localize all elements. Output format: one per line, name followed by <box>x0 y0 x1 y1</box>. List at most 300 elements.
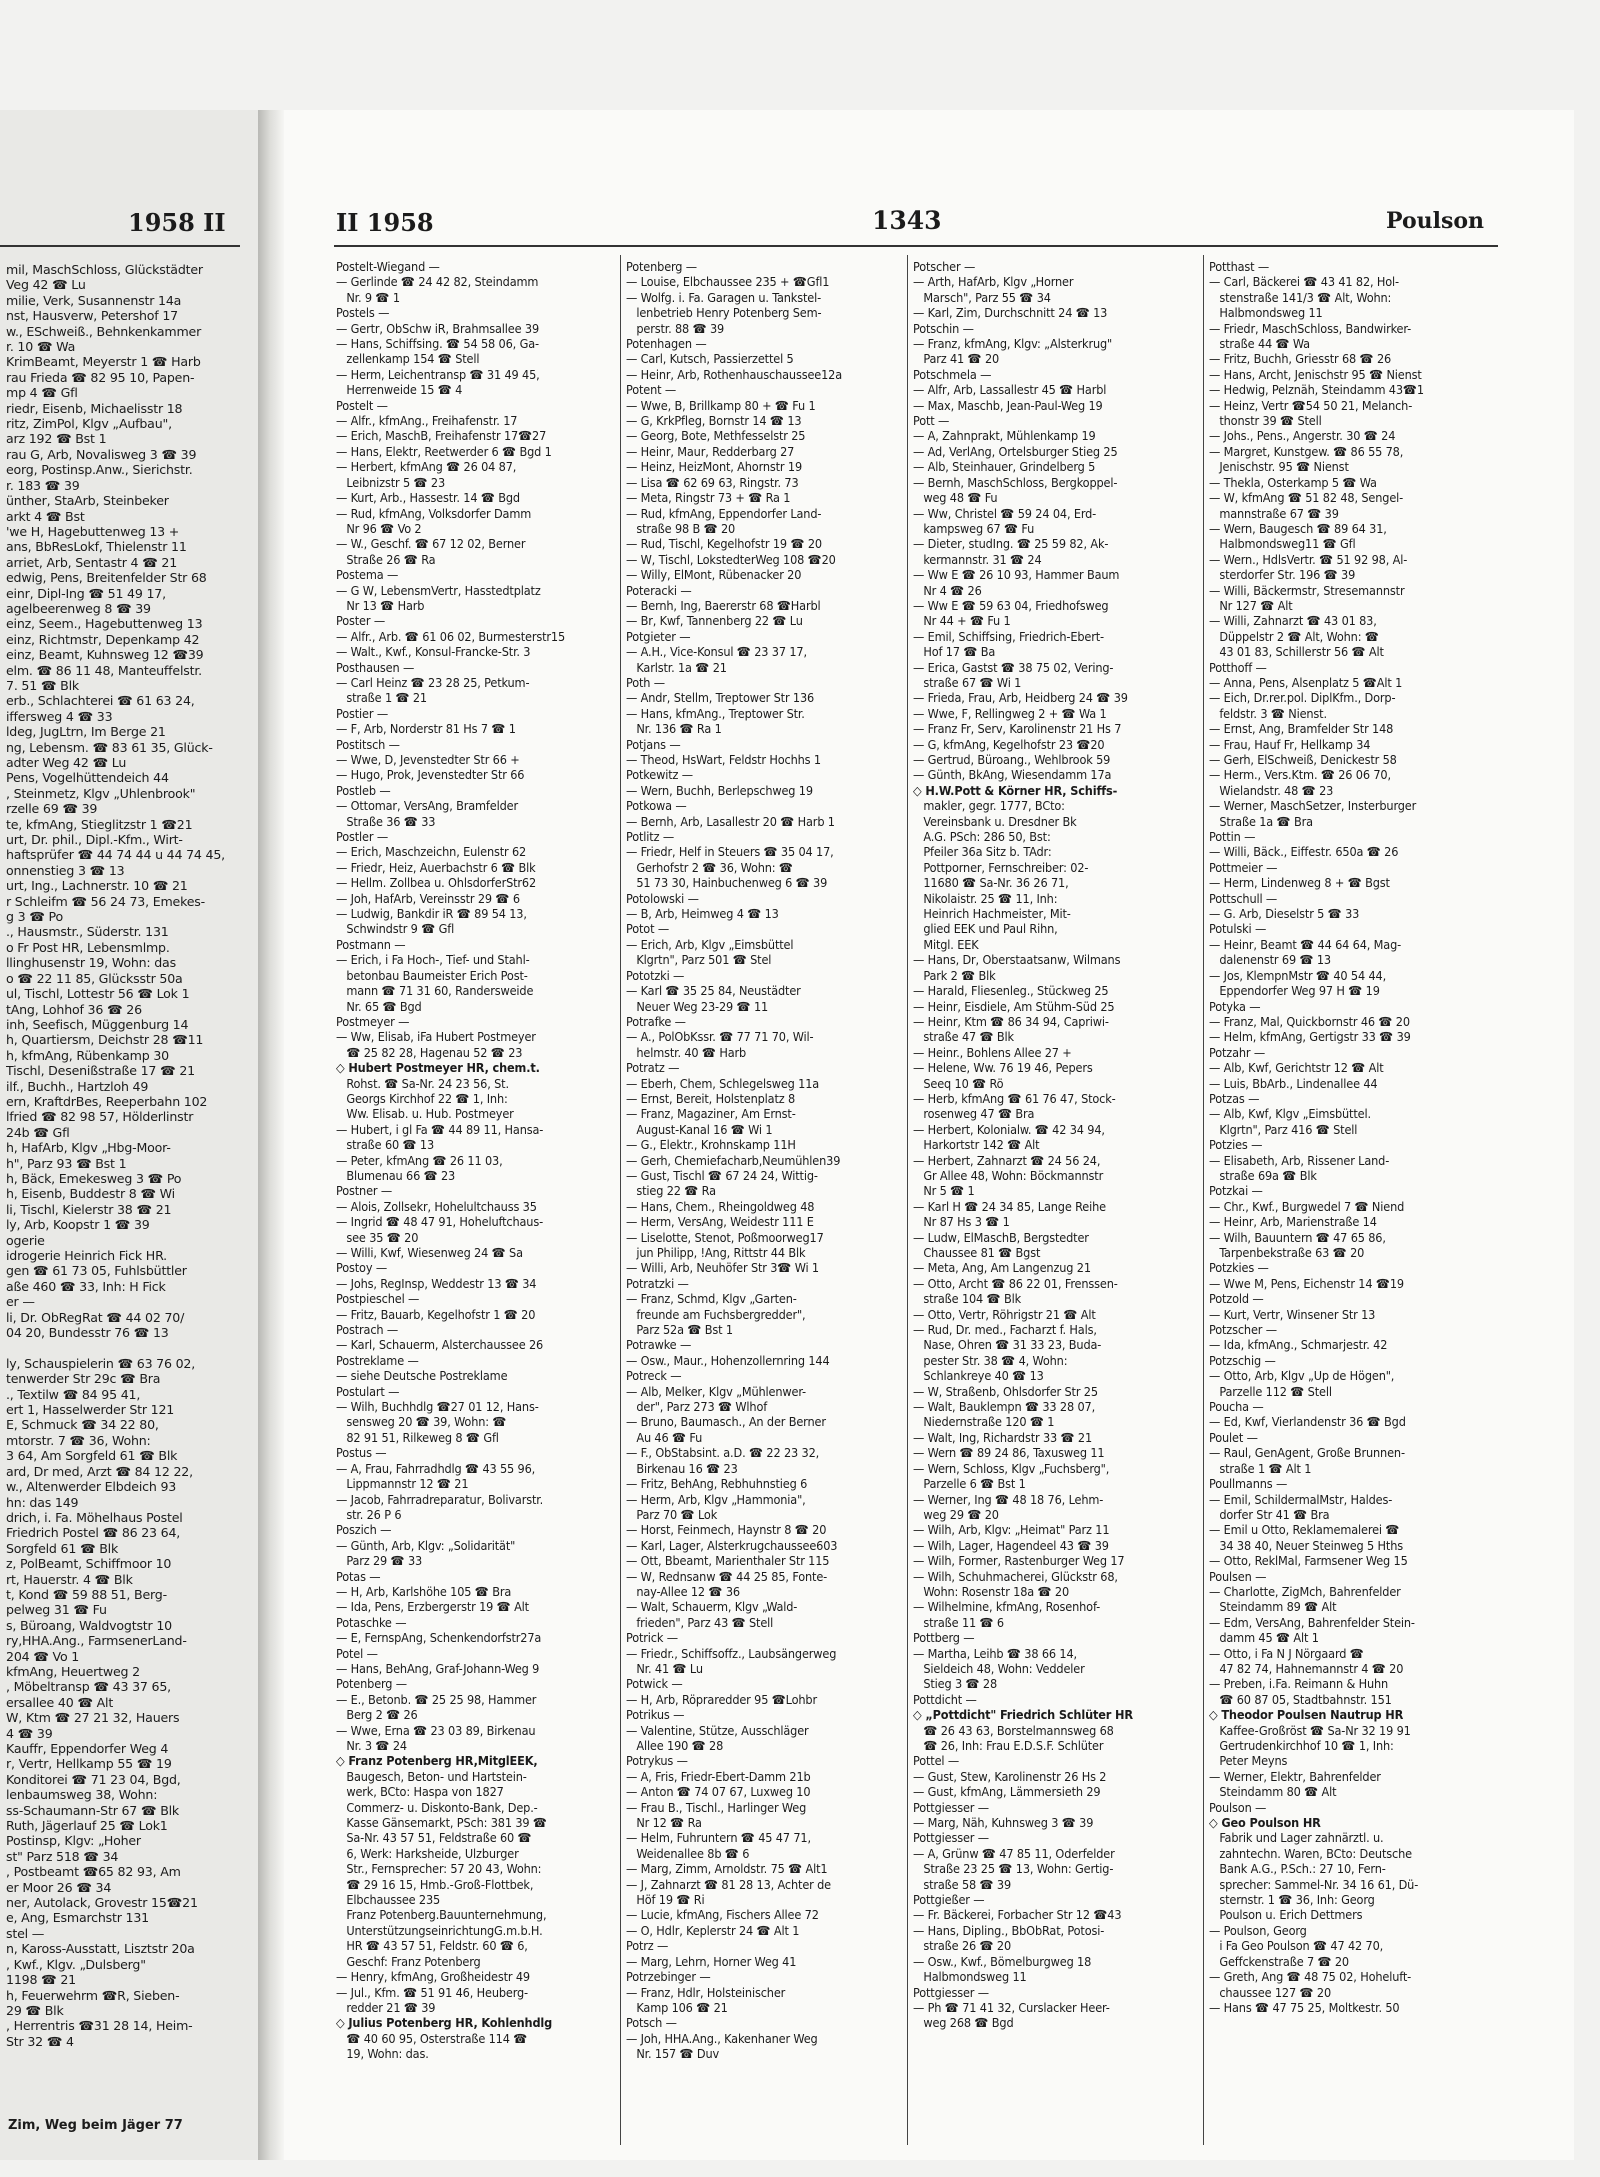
listing-line: — Anton ☎ 74 07 67, Luxweg 10 <box>626 1784 811 1800</box>
column-divider <box>1203 255 1204 2145</box>
listing-line: — Otto, i Fa N J Nörgaard ☎ <box>1209 1645 1364 1661</box>
listing-line: — A, Zahnprakt, Mühlenkamp 19 <box>913 428 1096 444</box>
listing-line: o ☎ 22 11 85, Glücksstr 50a <box>6 970 183 986</box>
listing-line: — Eberh, Chem, Schlegelsweg 11a <box>626 1075 820 1091</box>
listing-line: — Franz, Mal, Quickbornstr 46 ☎ 20 <box>1209 1013 1410 1029</box>
listing-line: — Wilh, Former, Rastenburger Weg 17 <box>913 1553 1125 1569</box>
listing-line: 204 ☎ Vo 1 <box>6 1648 80 1664</box>
listing-line: ☎ 25 82 28, Hagenau 52 ☎ 23 <box>336 1044 523 1060</box>
listing-line: — Franz, kfmAng, Klgv: „Alsterkrug" <box>913 336 1113 352</box>
listing-line: Düppelstr 2 ☎ Alt, Wohn: ☎ <box>1209 628 1379 644</box>
listing-line <box>6 1340 244 1355</box>
listing-line: freunde am Fuchsbergredder", <box>626 1306 806 1322</box>
listing-line: Klgrtn", Parz 416 ☎ Stell <box>1209 1121 1358 1137</box>
listing-line: — Walt, Schauerm, Klgv „Wald- <box>626 1599 798 1615</box>
listing-line: — Alb, Kwf, Klgv „Eimsbüttel. <box>1209 1106 1371 1122</box>
listing-line: jun Philipp, !Ang, Rittstr 44 Blk <box>626 1245 806 1260</box>
listing-line: Kaffee-Großröst ☎ Sa-Nr 32 19 91 <box>1209 1722 1411 1738</box>
listing-line: — Heinz, HeizMont, Ahornstr 19 <box>626 459 803 475</box>
surname-heading: Potzschig — <box>1209 1352 1276 1368</box>
listing-line: , Postbeamt ☎65 82 93, Am <box>6 1864 181 1880</box>
surname-heading: Potthoff — <box>1209 659 1267 675</box>
listing-line: — Hugo, Prok, Jevenstedter Str 66 <box>336 767 525 783</box>
surname-heading: Potenhagen — <box>626 336 707 352</box>
listing-line: aße 460 ☎ 33, Inh: H Fick <box>6 1278 166 1294</box>
listing-line: Sieldeich 48, Wohn: Veddeler <box>913 1660 1085 1676</box>
firm-entry-line: ◇ Theodor Poulsen Nautrup HR <box>1209 1707 1404 1723</box>
listing-line: — Herbert, Kolonialw. ☎ 42 34 94, <box>913 1121 1105 1137</box>
listing-line: — Erich, MaschB, Freihafenstr 17☎27 <box>336 428 547 444</box>
listing-line: — Frieda, Frau, Arb, Heidberg 24 ☎ 39 <box>913 690 1128 706</box>
listing-line: — Marg, Lehrn, Horner Weg 41 <box>626 1953 797 1969</box>
surname-heading: Pottgiesser — <box>913 1984 989 2000</box>
listing-line: straße 60 ☎ 13 <box>336 1137 435 1153</box>
listing-line: — Hedwig, Pelznäh, Steindamm 43☎1 <box>1209 382 1424 398</box>
listing-line: zahntechn. Waren, BCto: Deutsche <box>1209 1845 1412 1861</box>
listing-line: Straße 23 25 ☎ 13, Wohn: Gertig- <box>913 1861 1114 1877</box>
listing-line: — Chr., Kwf., Burgwedel 7 ☎ Niend <box>1209 1198 1405 1214</box>
listing-line: Niedernstraße 120 ☎ 1 <box>913 1414 1055 1430</box>
listing-line: — Louise, Elbchaussee 235 + ☎Gfl1 <box>626 274 830 290</box>
listing-line: erb., Schlachterei ☎ 61 63 24, <box>6 693 195 709</box>
listing-line: — Ww E ☎ 26 10 93, Hammer Baum <box>913 567 1120 583</box>
listing-line: mann ☎ 71 31 60, Randersweide <box>336 983 534 999</box>
listing-line: — Rud, kfmAng, Volksdorfer Damm <box>336 505 532 521</box>
listing-line: , Möbeltransp ☎ 43 37 65, <box>6 1679 171 1695</box>
surname-heading: Potlitz — <box>626 829 675 845</box>
listing-line: rzelle 69 ☎ 39 <box>6 801 98 817</box>
listing-line: dalenenstr 69 ☎ 13 <box>1209 952 1331 968</box>
listing-line: kampsweg 67 ☎ Fu <box>913 520 1035 536</box>
listing-line: — Peter, kfmAng ☎ 26 11 03, <box>336 1152 503 1168</box>
listing-line: Halbmondsweg11 ☎ Gfl <box>1209 536 1356 552</box>
listing-line: — Eich, Dr.rer.pol. DiplKfm., Dorp- <box>1209 690 1396 706</box>
listing-line: A.G. PSch: 286 50, Bst: <box>913 829 1051 845</box>
surname-heading: Pottmeier — <box>1209 859 1278 875</box>
listing-line: Fabrik und Lager zahnärztl. u. <box>1209 1830 1384 1846</box>
listing-line: redder 21 ☎ 39 <box>336 1999 436 2015</box>
listing-line: — Alfr., kfmAng., Freihafenstr. 17 <box>336 413 518 429</box>
listing-line: — Ernst, Bereit, Holstenplatz 8 <box>626 1090 796 1106</box>
listing-line: — W, Straßenb, Ohlsdorfer Str 25 <box>913 1383 1098 1399</box>
listing-line: Straße 36 ☎ 33 <box>336 813 436 829</box>
surname-heading: Postleb — <box>336 782 391 798</box>
listing-line: weg 29 ☎ 20 <box>913 1506 999 1522</box>
listing-line: — Ww, Christel ☎ 59 24 04, Erd- <box>913 505 1097 521</box>
listing-line: — Franz, Magaziner, Am Ernst- <box>626 1106 796 1122</box>
listing-line: — Wilh, Buchhdlg ☎27 01 12, Hans- <box>336 1399 539 1415</box>
listing-line: — Carl, Bäckerei ☎ 43 41 82, Hol- <box>1209 274 1399 290</box>
listing-line: Bank A.G., P.Sch.: 27 10, Fern- <box>1209 1861 1386 1877</box>
listing-line: — Joh, HHA.Ang., Kakenhaner Weg <box>626 2030 818 2046</box>
listing-line: pester Str. 38 ☎ 4, Wohn: <box>913 1352 1068 1368</box>
listing-line: stieg 22 ☎ Ra <box>626 1183 716 1199</box>
listing-line: — W, kfmAng ☎ 51 82 48, Sengel- <box>1209 490 1404 506</box>
listing-line: — Hubert, i gl Fa ☎ 44 89 11, Hansa- <box>336 1121 544 1137</box>
listing-line: einz, Beamt, Kuhnsweg 12 ☎39 <box>6 647 204 663</box>
listing-line: — Gust, Stew, Karolinenstr 26 Hs 2 <box>913 1768 1107 1784</box>
listing-line: r. 183 ☎ 39 <box>6 477 80 493</box>
firm-entry-line: ◇ Julius Potenberg HR, Kohlenhdlg <box>336 2015 553 2031</box>
listing-line: 29 ☎ Blk <box>6 2002 64 2018</box>
surname-heading: Potzold — <box>1209 1291 1264 1307</box>
surname-heading: Postmann — <box>336 936 406 952</box>
listing-line: straße 26 ☎ 20 <box>913 1938 1012 1954</box>
listing-line: — Wwe, B, Brillkamp 80 + ☎ Fu 1 <box>626 397 816 413</box>
listing-line: Parz 29 ☎ 33 <box>336 1553 423 1569</box>
surname-heading: Potaschke — <box>336 1614 407 1630</box>
surname-heading: Potzies — <box>1209 1137 1263 1153</box>
surname-heading: Postmeyer — <box>336 1013 410 1029</box>
listing-line: — Karl H ☎ 24 34 85, Lange Reihe <box>913 1198 1106 1214</box>
listing-line: — Fritz, Bauarb, Kegelhofstr 1 ☎ 20 <box>336 1306 536 1322</box>
listing-line: Baugesch, Beton- und Hartstein- <box>336 1768 527 1784</box>
listing-line: Harkortstr 142 ☎ Alt <box>913 1137 1040 1153</box>
listing-line: e, Ang, Esmarchstr 131 <box>6 1910 149 1926</box>
listing-line: h, Eisenb, Buddestr 8 ☎ Wi <box>6 1186 175 1202</box>
listing-line: — Frau B., Tischl., Harlinger Weg <box>626 1799 807 1815</box>
listing-line: z, PolBeamt, Schiffmoor 10 <box>6 1556 172 1572</box>
listing-line: — Ludw, ElMaschB, Bergstedter <box>913 1229 1089 1245</box>
listing-line: Friedrich Postel ☎ 86 23 64, <box>6 1525 181 1541</box>
listing-line: — Karl ☎ 35 25 84, Neustädter <box>626 983 801 999</box>
listing-line: — Werner, Ing ☎ 48 18 76, Lehm- <box>913 1491 1104 1507</box>
listing-line: , Steinmetz, Klgv „Uhlenbrook" <box>6 785 196 801</box>
listing-line: 82 91 51, Rilkeweg 8 ☎ Gfl <box>336 1429 499 1445</box>
listing-line: ert 1, Hasselwerder Str 121 <box>6 1402 175 1418</box>
listing-line: — Poulson, Georg <box>1209 1922 1307 1938</box>
listing-line: urt, Dr. phil., Dipl.-Kfm., Wirt- <box>6 832 183 848</box>
listing-line: — Otto, ReklMal, Farmsener Weg 15 <box>1209 1553 1408 1569</box>
listing-line: — Heinz, Vertr ☎54 50 21, Melanch- <box>1209 397 1413 413</box>
listing-line: — Otto, Arb, Klgv „Up de Högen", <box>1209 1368 1395 1384</box>
surname-heading: Pottel — <box>913 1753 960 1769</box>
listing-line: arz 192 ☎ Bst 1 <box>6 431 107 447</box>
listing-line: Pfeiler 36a Sitz b. TAdr: <box>913 844 1052 860</box>
listing-line: — Luis, BbArb., Lindenallee 44 <box>1209 1075 1378 1091</box>
surname-heading: Postulart — <box>336 1383 400 1399</box>
listing-line: straße 1 ☎ Alt 1 <box>1209 1460 1312 1476</box>
listing-line: kfmAng, Heuertweg 2 <box>6 1663 140 1679</box>
listing-line: Poulson u. Erich Dettmers <box>1209 1907 1363 1923</box>
listing-line: eorg, Postinsp.Anw., Sierichstr. <box>6 462 193 478</box>
surname-heading: Potschmela — <box>913 366 992 382</box>
surname-heading: Postrach — <box>336 1322 399 1338</box>
listing-line: einz, Seem., Hagebuttenweg 13 <box>6 616 203 632</box>
listing-line: — Henry, kfmAng, Großheidestr 49 <box>336 1969 530 1985</box>
surname-heading: Potschin — <box>913 320 974 336</box>
listing-line: — Willy, ElMont, Rübenacker 20 <box>626 567 802 583</box>
listing-line: Nase, Ohren ☎ 31 33 23, Buda- <box>913 1337 1102 1353</box>
listing-line: — Herm, Arb, Klgv „Hammonia", <box>626 1491 806 1507</box>
listing-line: — Osw., Kwf., Bömelburgweg 18 <box>913 1953 1092 1969</box>
listing-line: — Günth, Arb, Klgv: „Solidarität" <box>336 1537 516 1553</box>
listing-line: Str., Fernsprecher: 57 20 43, Wohn: <box>336 1861 542 1877</box>
listing-line: ry,HHA.Ang., FarmsenerLand- <box>6 1633 187 1649</box>
listing-line: August-Kanal 16 ☎ Wi 1 <box>626 1121 773 1137</box>
right-header-rule <box>334 245 1498 247</box>
firm-entry-line: ◇ Geo Poulson HR <box>1209 1815 1321 1831</box>
listing-line: w., Altenwerder Elbdeich 93 <box>6 1479 177 1495</box>
listing-line: Halbmondsweg 11 <box>1209 305 1323 321</box>
listing-line: Nr. 65 ☎ Bgd <box>336 998 422 1014</box>
listing-line: Karlstr. 1a ☎ 21 <box>626 659 727 675</box>
listing-line: g 3 ☎ Po <box>6 909 63 925</box>
listing-line: — A, Frau, Fahrradhdlg ☎ 43 55 96, <box>336 1460 536 1476</box>
surname-heading: Posthausen — <box>336 659 415 675</box>
listing-line: — Andr, Stellm, Treptower Str 136 <box>626 690 815 706</box>
listing-line: — Wern, Buchh, Berlepschweg 19 <box>626 782 813 798</box>
listing-line: Seeq 10 ☎ Rö <box>913 1075 1004 1091</box>
listing-line: nst, Hausverw, Petershof 17 <box>6 308 178 324</box>
listing-line: — Karl, Zim, Durchschnitt 24 ☎ 13 <box>913 305 1108 321</box>
listing-line: — Walt, Ing, Richardstr 33 ☎ 21 <box>913 1429 1093 1445</box>
listing-line: Veg 42 ☎ Lu <box>6 277 86 293</box>
listing-line: — Hans, BehAng, Graf-Johann-Weg 9 <box>336 1660 540 1676</box>
listing-line: Kamp 106 ☎ 21 <box>626 1999 728 2015</box>
listing-line: Nr. 157 ☎ Duv <box>626 2046 720 2062</box>
listing-line: — Bruno, Baumasch., An der Berner <box>626 1414 826 1430</box>
listing-line: perstr. 88 ☎ 39 <box>626 320 725 336</box>
listing-line: — Bernh, MaschSchloss, Bergkoppel- <box>913 474 1118 490</box>
listing-line: Nr 12 ☎ Ra <box>626 1815 702 1831</box>
surname-heading: Potkewitz — <box>626 767 693 783</box>
listing-line: — Ida, kfmAng., Schmarjestr. 42 <box>1209 1337 1388 1353</box>
surname-heading: Poster — <box>336 613 386 629</box>
listing-line: — Helm, kfmAng, Gertigstr 33 ☎ 39 <box>1209 1029 1411 1045</box>
listing-line: stel — <box>6 1925 45 1941</box>
listing-line: t, Kond ☎ 59 88 51, Berg- <box>6 1586 167 1602</box>
listing-line: Stieg 3 ☎ 28 <box>913 1676 998 1692</box>
listing-line: h, kfmAng, Rübenkamp 30 <box>6 1047 169 1063</box>
listing-line: Berg 2 ☎ 26 <box>336 1707 418 1723</box>
listing-line: — Jos, KlempnMstr ☎ 40 54 44, <box>1209 967 1387 983</box>
listing-line: , Herrentris ☎31 28 14, Heim- <box>6 2018 193 2034</box>
column-divider <box>907 255 908 2145</box>
surname-heading: Postelt — <box>336 397 388 413</box>
listing-line: Franz Potenberg.Bauunternehmung, <box>336 1907 547 1923</box>
listing-line: 1198 ☎ 21 <box>6 1972 76 1988</box>
surname-heading: Potas — <box>336 1568 381 1584</box>
surname-heading: Potrafke — <box>626 1013 686 1029</box>
listing-line: UnterstützungseinrichtungG.m.b.H. <box>336 1922 543 1938</box>
listing-line: ss-Schaumann-Str 67 ☎ Blk <box>6 1802 180 1818</box>
listing-line: h, Feuerwehrm ☎R, Sieben- <box>6 1987 180 2003</box>
listing-line: n, Kaross-Ausstatt, Lisztstr 20a <box>6 1941 195 1957</box>
surname-heading: Potzahr — <box>1209 1044 1266 1060</box>
listing-line: — Wolfg. i. Fa. Garagen u. Tankstel- <box>626 289 822 305</box>
right-running-head-right: Poulson <box>1386 208 1485 234</box>
listing-line: 'we H, Hagebuttenweg 13 + <box>6 523 180 539</box>
listing-line: str. 26 P 6 <box>336 1506 402 1522</box>
listing-line: 19, Wohn: das. <box>336 2046 429 2062</box>
surname-heading: Postreklame — <box>336 1352 419 1368</box>
listing-line: drich, i. Fa. Möhelhaus Postel <box>6 1509 183 1525</box>
listing-line: , Kwf., Klgv. „Dulsberg" <box>6 1956 146 1972</box>
listing-line: — Gust, Tischl ☎ 67 24 24, Wittig- <box>626 1167 818 1183</box>
listing-line: — Dieter, studIng. ☎ 25 59 82, Ak- <box>913 536 1109 552</box>
surname-heading: Potot — <box>626 921 670 937</box>
listing-line: ☎ 26 43 63, Borstelmannsweg 68 <box>913 1722 1114 1738</box>
listing-line: Hof 17 ☎ Ba <box>913 644 996 660</box>
surname-heading: Potzas — <box>1209 1090 1260 1106</box>
surname-heading: Potel — <box>336 1645 378 1661</box>
surname-heading: Potenberg — <box>336 1676 407 1692</box>
listing-line: Nr. 3 ☎ 24 <box>336 1738 407 1753</box>
listing-line: weg 268 ☎ Bgd <box>913 2015 1014 2031</box>
listing-line: 7. 51 ☎ Blk <box>6 677 79 693</box>
listing-line: Steindamm 89 ☎ Alt <box>1209 1599 1337 1615</box>
surname-heading: Potolowski — <box>626 890 699 906</box>
listing-line: gen ☎ 61 73 05, Fuhlsbüttler <box>6 1263 187 1279</box>
listing-line: — Margret, Kunstgew. ☎ 86 55 78, <box>1209 443 1404 459</box>
listing-line: straße 67 ☎ Wi 1 <box>913 674 1022 690</box>
listing-line: glied EEK und Paul Rihn, <box>913 921 1058 937</box>
listing-line: — Alois, Zollsekr, Hohelultchauss 35 <box>336 1198 537 1214</box>
listing-line: chaussee 127 ☎ 20 <box>1209 1984 1332 2000</box>
listing-line: Leibnizstr 5 ☎ 23 <box>336 474 445 490</box>
listing-line: Nr 5 ☎ 1 <box>913 1183 975 1199</box>
listing-line: 43 01 83, Schillerstr 56 ☎ Alt <box>1209 644 1384 660</box>
listing-line: Chaussee 81 ☎ Bgst <box>913 1245 1041 1260</box>
listing-line: elm. ☎ 86 11 48, Manteuffelstr. <box>6 662 202 678</box>
listing-line: lenbaumsweg 38, Wohn: <box>6 1787 158 1803</box>
listing-line: straße 11 ☎ 6 <box>913 1614 1004 1630</box>
listing-line: — Franz, Hdlr, Holsteinischer <box>626 1984 786 2000</box>
listing-line: — Georg, Bote, Methfesselstr 25 <box>626 428 806 444</box>
listing-line: — Hans, Archt, Jenischstr 95 ☎ Nienst <box>1209 366 1422 382</box>
listing-line: ritz, ZimPol, Klgv „Aufbau", <box>6 416 172 432</box>
listing-line: — Bernh, Arb, Lasallestr 20 ☎ Harb 1 <box>626 813 835 829</box>
listing-line: — Hans, Dr, Oberstaatsanw, Wilmans <box>913 952 1121 968</box>
listing-line: — Werner, Elektr, Bahrenfelder <box>1209 1768 1381 1784</box>
listing-line: Höf 19 ☎ Ri <box>626 1892 705 1908</box>
listing-line: — Walt., Kwf., Konsul-Francke-Str. 3 <box>336 644 531 660</box>
listing-line: Parz 70 ☎ Lok <box>626 1506 718 1522</box>
directory-column-3 <box>913 259 1201 2031</box>
listing-line: — Ott, Bbeamt, Marienthaler Str 115 <box>626 1553 830 1569</box>
listing-line: — Kurt, Arb., Hassestr. 14 ☎ Bgd <box>336 490 520 506</box>
listing-line: urt, Ing., Lachnerstr. 10 ☎ 21 <box>6 878 188 894</box>
listing-line: — Alfr, Arb, Lassallestr 45 ☎ Harbl <box>913 382 1107 398</box>
surname-heading: Poulsen — <box>1209 1568 1267 1584</box>
surname-heading: Potzkies — <box>1209 1260 1269 1276</box>
listing-line: — Hans, Schiffsing. ☎ 54 58 06, Ga- <box>336 336 539 352</box>
listing-line: — A.H., Vice-Konsul ☎ 23 37 17, <box>626 644 807 660</box>
listing-line: — Alfr., Arb. ☎ 61 06 02, Burmesterstr15 <box>336 628 566 644</box>
listing-line: — Fritz, Buchh, Griesstr 68 ☎ 26 <box>1209 351 1392 367</box>
listing-line: w., ESchweiß., Behnkenkammer <box>6 323 202 339</box>
directory-column-1 <box>336 259 618 2062</box>
listing-line: Gr Allee 48, Wohn: Böckmannstr <box>913 1167 1104 1183</box>
listing-line: — Hans, Dipling., BbObRat, Potosi- <box>913 1922 1105 1938</box>
listing-line: — Anna, Pens, Alsenplatz 5 ☎Alt 1 <box>1209 674 1403 690</box>
surname-heading: Postitsch — <box>336 736 400 752</box>
listing-line: — Ed, Kwf, Vierlandenstr 36 ☎ Bgd <box>1209 1414 1406 1430</box>
surname-heading: Potulski — <box>1209 921 1267 937</box>
listing-line: Allee 190 ☎ 28 <box>626 1738 724 1753</box>
listing-line: — Heinr, Beamt ☎ 44 64 64, Mag- <box>1209 936 1402 952</box>
listing-line: Nr. 41 ☎ Lu <box>626 1660 703 1676</box>
listing-line: einr, Dipl-Ing ☎ 51 49 17, <box>6 585 166 601</box>
listing-line: — Kurt, Vertr, Winsener Str 13 <box>1209 1306 1376 1322</box>
listing-line: — Wwe, F, Rellingweg 2 + ☎ Wa 1 <box>913 705 1107 721</box>
listing-line: tenwerder Str 29c ☎ Bra <box>6 1371 161 1387</box>
listing-line: — Ernst, Ang, Bramfelder Str 148 <box>1209 721 1394 737</box>
surname-heading: Pottdicht — <box>913 1691 977 1707</box>
listing-line: li, Tischl, Kielerstr 38 ☎ 21 <box>6 1201 172 1217</box>
listing-line: straße 104 ☎ Blk <box>913 1291 1022 1307</box>
listing-line: — Wern., HdlsVertr. ☎ 51 92 98, Al- <box>1209 551 1408 567</box>
listing-line: — Gerlinde ☎ 24 42 82, Steindamm <box>336 274 539 290</box>
listing-line: — A., PolObKssr. ☎ 77 71 70, Wil- <box>626 1029 814 1045</box>
listing-line: — Werner, MaschSetzer, Insterburger <box>1209 798 1417 814</box>
listing-line: Birkenau 16 ☎ 23 <box>626 1460 738 1476</box>
listing-line: — Rud, kfmAng, Eppendorfer Land- <box>626 505 822 521</box>
listing-line: — Friedr, Heiz, Auerbachstr 6 ☎ Blk <box>336 859 536 875</box>
listing-line: sprecher: Sammel-Nr. 34 16 61, Dü- <box>1209 1876 1419 1892</box>
listing-line: — Karl, Schauerm, Alsterchaussee 26 <box>336 1337 544 1353</box>
surname-heading: Potratzki — <box>626 1275 689 1291</box>
listing-line: Pens, Vogelhüttendeich 44 <box>6 770 169 786</box>
listing-line: — G., Elektr., Krohnskamp 11H <box>626 1137 796 1153</box>
listing-line: HR ☎ 43 57 51, Feldstr. 60 ☎ 6, <box>336 1938 528 1954</box>
listing-line: ans, BbResLokf, Thielenstr 11 <box>6 539 187 555</box>
listing-line: — Erich, i Fa Hoch-, Tief- und Stahl- <box>336 952 530 968</box>
listing-line: ☎ 26, Inh: Frau E.D.S.F. Schlüter <box>913 1738 1104 1753</box>
listing-line: sensweg 20 ☎ 39, Wohn: ☎ <box>336 1414 507 1430</box>
listing-line: onnenstieg 3 ☎ 13 <box>6 862 125 878</box>
listing-line: — Willi, Kwf, Wiesenweg 24 ☎ Sa <box>336 1245 523 1260</box>
listing-line: — Marg, Zimm, Arnoldstr. 75 ☎ Alt1 <box>626 1861 828 1877</box>
left-running-head: 1958 II <box>128 208 226 237</box>
listing-line: dorfer Str 41 ☎ Bra <box>1209 1506 1330 1522</box>
listing-line: Klgrtn", Parz 501 ☎ Stel <box>626 952 772 968</box>
listing-line: Parz 41 ☎ 20 <box>913 351 1000 367</box>
listing-line: — Hans, Chem., Rheingoldweg 48 <box>626 1198 815 1214</box>
surname-heading: Postels — <box>336 305 390 321</box>
listing-line: — Willi, Arb, Neuhöfer Str 3☎ Wi 1 <box>626 1260 819 1276</box>
listing-line: — Heinr, Eisdiele, Am Stühm-Süd 25 <box>913 998 1115 1014</box>
listing-line: 34 38 40, Neuer Steinweg 5 Hths <box>1209 1537 1404 1553</box>
book-gutter <box>258 110 284 2160</box>
listing-line: mannstraße 67 ☎ 39 <box>1209 505 1339 521</box>
listing-line: Blumenau 66 ☎ 23 <box>336 1167 456 1183</box>
listing-line: te, kfmAng, Stieglitzstr 1 ☎21 <box>6 816 193 832</box>
listing-line: — Ida, Pens, Erzbergerstr 19 ☎ Alt <box>336 1599 529 1615</box>
listing-line: — Wilhelmine, kfmAng, Rosenhof- <box>913 1599 1101 1615</box>
listing-line: — Friedr., Schiffsoffz., Laubsängerweg <box>626 1645 837 1661</box>
listing-line: — Jacob, Fahrradreparatur, Bolivarstr. <box>336 1491 544 1507</box>
listing-line: — Wern, Baugesch ☎ 89 64 31, <box>1209 520 1387 536</box>
surname-heading: Potreck — <box>626 1368 682 1384</box>
listing-line: ner, Autolack, Grovestr 15☎21 <box>6 1895 198 1911</box>
listing-line: 6, Werk: Harksheide, Ulzburger <box>336 1845 519 1861</box>
listing-line: Peter Meyns <box>1209 1753 1288 1769</box>
listing-line: ern, KraftdrBes, Reeperbahn 102 <box>6 1093 208 1109</box>
listing-line: 4 ☎ 39 <box>6 1725 53 1741</box>
listing-line: Nr 96 ☎ Vo 2 <box>336 520 422 536</box>
listing-line: idrogerie Heinrich Fick HR. <box>6 1248 167 1263</box>
listing-line: Mitgl. EEK <box>913 936 979 952</box>
listing-line: s, Büroang, Waldvogtstr 10 <box>6 1617 172 1633</box>
listing-line: — Herm, Lindenweg 8 + ☎ Bgst <box>1209 875 1390 891</box>
listing-line: o Fr Post HR, Lebensmlmp. <box>6 939 170 955</box>
listing-line: Herrenweide 15 ☎ 4 <box>336 382 463 398</box>
listing-line: — Johs., Pens., Angerstr. 30 ☎ 24 <box>1209 428 1396 444</box>
surname-heading: Potrykus — <box>626 1753 688 1769</box>
listing-line: — Heinr, Ktm ☎ 86 34 94, Capriwi- <box>913 1013 1109 1029</box>
